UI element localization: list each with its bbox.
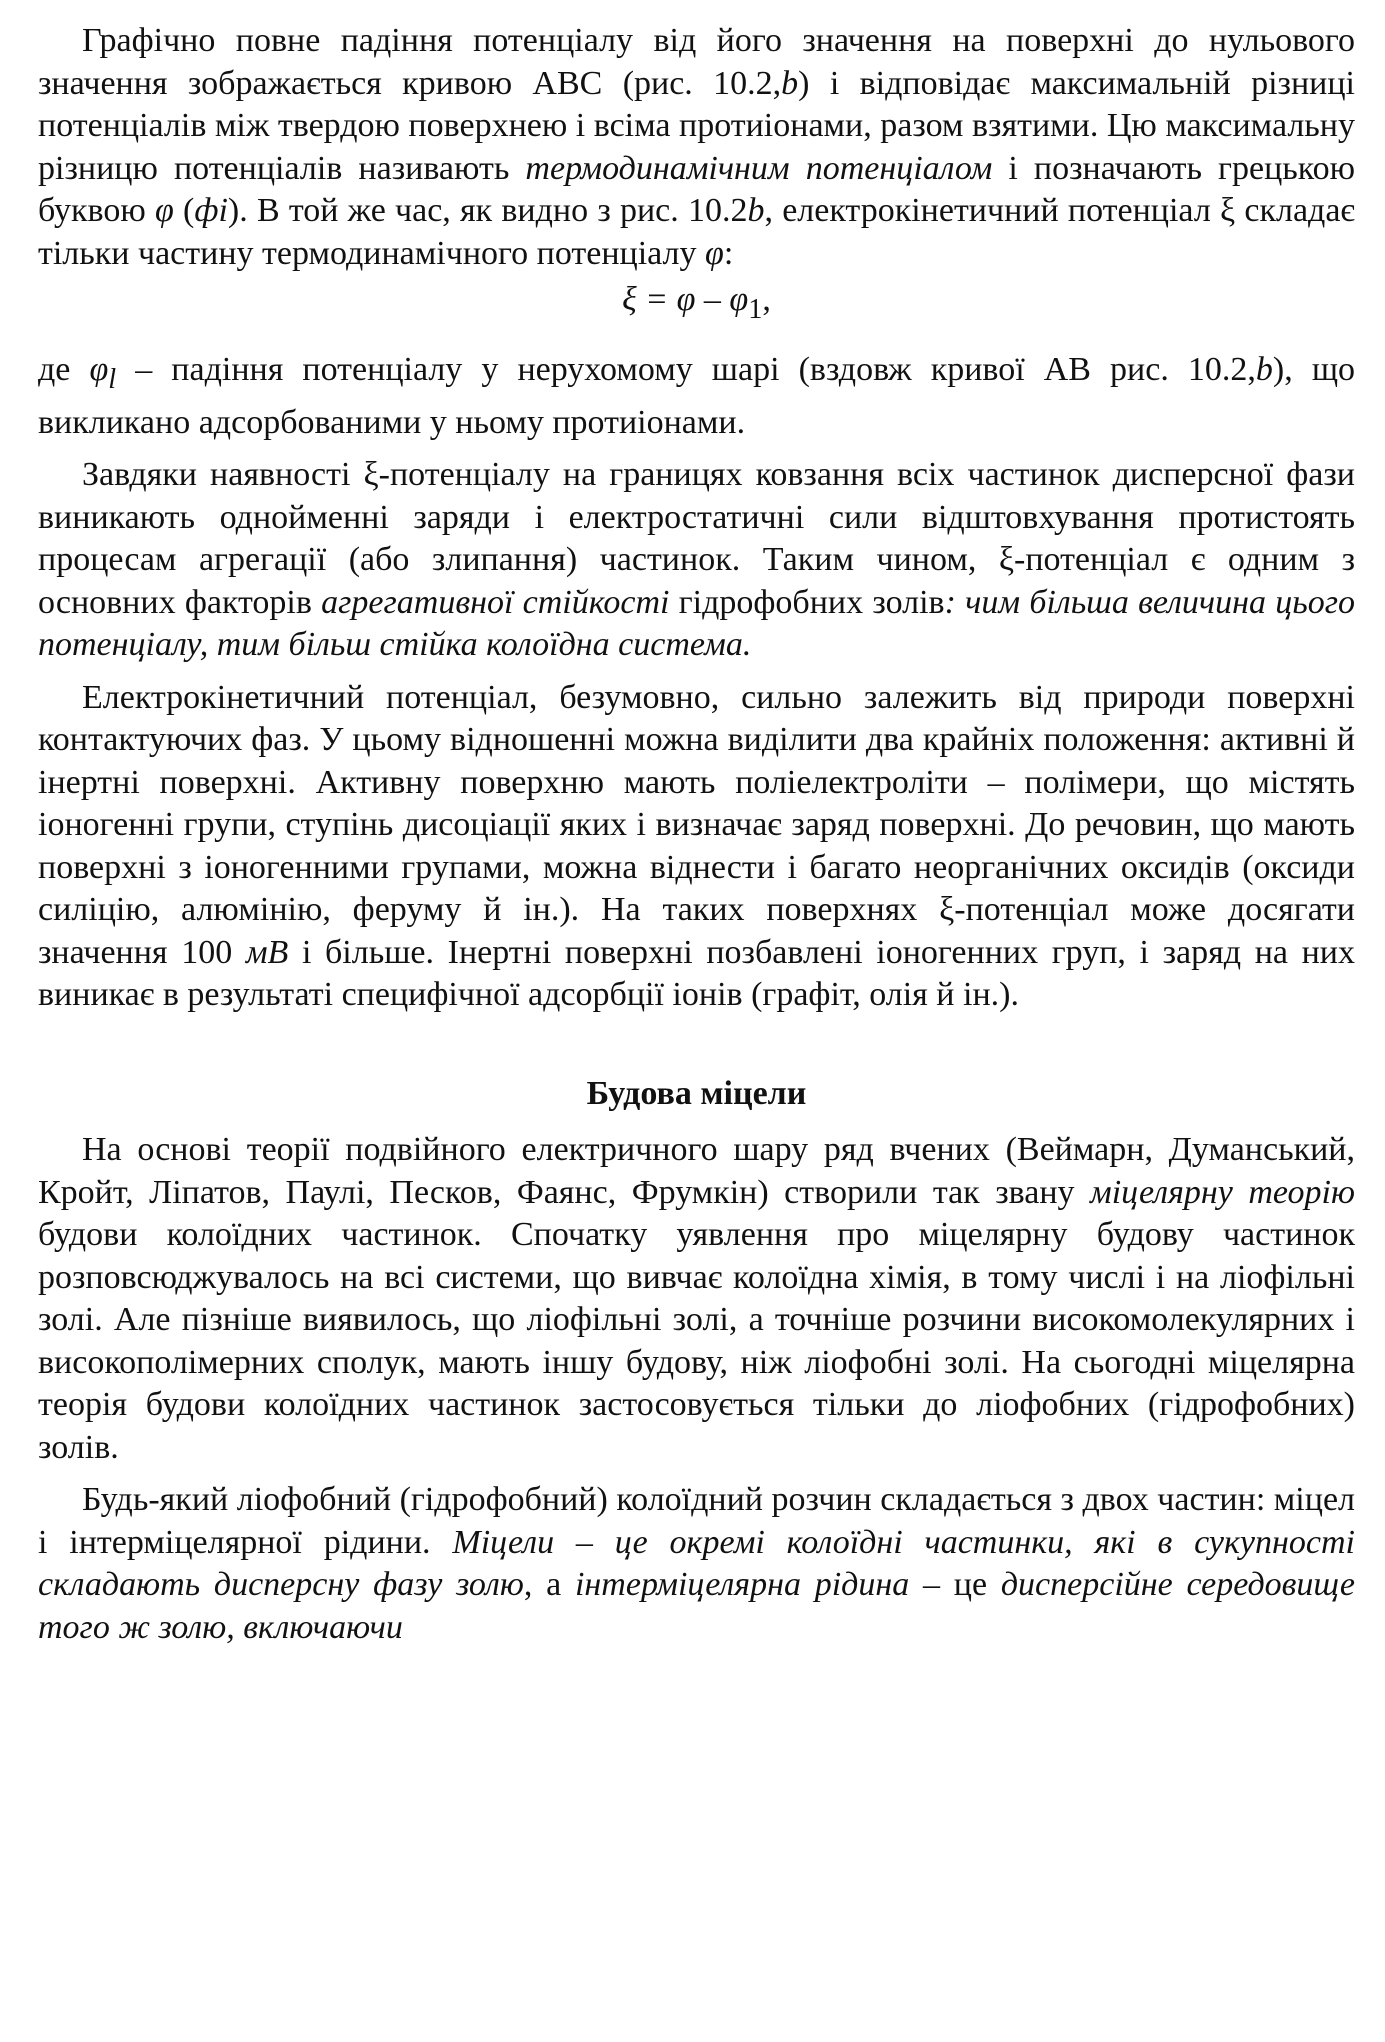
formula-text: ξ = φ – φ — [622, 281, 749, 318]
text-run: ( — [173, 192, 195, 229]
text-run: Завдяки наявності ξ-потенціалу на границях ковзання всіх частинок дисперсної фази виникають однойменні заряди і електростатичні сили відштовхування протистоять процесам агрегації (або злипання) частинок. Таким чином, ξ-потенціал є одним з основних факторів — [38, 456, 1355, 621]
text-run: і позначають грецькою буквою — [38, 149, 1355, 229]
paragraph-1 — [38, 20, 1355, 275]
text-run: Електрокінетичний потенціал, безумовно, сильно залежить від природи поверхні контактуючих фаз. У цьому відношенні можна виділити два крайніх положення: активні й інертні поверхні. Активну поверхню мають поліелектроліти – полімери, що містять іоногенні групи, ступінь дисоціації яких і визначає заряд поверхні. До речовин, що мають поверхні з іоногенними групами, можна віднести і багато неорганічних оксидів (оксиди силіцію, алюмінію, феруму й ін.). На таких поверхнях ξ-потенціал може досягати значення 100 — [38, 678, 1355, 971]
text-run: : — [723, 234, 734, 272]
italic-run: мВ — [245, 933, 289, 971]
text-run: ), що викликано адсорбованими у ньому протиіонами. — [38, 351, 1355, 441]
italic-run: b — [1255, 351, 1273, 389]
paragraph-4 — [38, 677, 1355, 1017]
italic-run: b — [747, 192, 765, 229]
text-run: , а — [523, 1566, 575, 1604]
italic-run: Міцели – це окремі колоїдні частинки, які в сукупності складають дисперсну фазу золю — [38, 1523, 1355, 1604]
italic-run: агрегативної стійкості — [321, 583, 670, 621]
formula-subscript: 1 — [748, 293, 763, 325]
section-heading: Будова міцели — [586, 1074, 807, 1112]
italic-run: інтерміцелярна рідина — [574, 1566, 910, 1604]
formula — [38, 279, 1355, 331]
text-run: і більше. Інертні поверхні позбавлені іоногенних груп, і заряд на них виникає в результаті специфічної адсорбції іонів (графіт, олія й ін.). — [38, 933, 1356, 1014]
italic-run: φ — [154, 192, 174, 229]
paragraph-6 — [38, 1479, 1355, 1649]
text-run: , електрокінетичний потенціал ξ складає тільки частину термодинамічного потенціалу — [38, 192, 1356, 272]
text-run: Будь-який ліофобний (гідрофобний) колоїдний розчин складається з двох частин: міцел і інтерміцелярної рідини. — [38, 1481, 1355, 1561]
italic-run: термодинамічним потенціалом — [525, 149, 993, 187]
italic-run: дисперсійне середовище того ж золю, включаючи — [38, 1566, 1356, 1646]
text-run: будови колоїдних частинок. Спочатку уявлення про міцелярну будову частинок розповсюджувалось на всі системи, що вивчає колоїдна хімія, в тому числі і на ліофільні золі. Але пізніше виявилось, що ліофільні золі, а точніше розчини високомолекулярних і високополімерних сполук, мають іншу будову, ніж ліофобні золі. На сьогодні міцелярна теорія будови колоїдних частинок застосовується тільки до ліофобних (гідрофобних) золів. — [38, 1216, 1355, 1466]
italic-run: φ — [705, 234, 724, 272]
text-run: де — [38, 351, 90, 389]
paragraph-5 — [38, 1129, 1355, 1469]
formula-tail: , — [762, 281, 771, 318]
text-run: – це — [909, 1566, 1001, 1604]
italic-run: міцелярну теорію — [1090, 1173, 1355, 1211]
text-run: На основі теорії подвійного електричного шару ряд вчених (Веймарн, Думанський, Кройт, Ліпатов, Паулі, Песков, Фаянс, Фрумкін) створили так звану — [38, 1131, 1355, 1211]
italic-run: : чим більша величина цього потенціалу, тим більш стійка колоїдна система. — [38, 583, 1355, 664]
subscript-run: l — [108, 364, 117, 396]
text-run: Графічно повне падіння потенціалу від його значення на поверхні до нульового значення зображається кривою АВС (рис. 10.2, — [38, 22, 1355, 102]
paragraph-2 — [38, 349, 1355, 444]
italic-run: b — [781, 64, 799, 102]
text-run: ) і відповідає максимальній різниці потенціалів між твердою поверхнею і всіма протиіонами, разом взятими. Цю максимальну різницю потенціалів називають — [38, 64, 1356, 187]
italic-run: φ — [89, 351, 109, 389]
paragraph-3 — [38, 454, 1355, 667]
text-run: ). В той же час, як видно з рис. 10.2 — [227, 192, 748, 229]
text-run: гідрофобних золів — [669, 583, 945, 621]
italic-run: фі — [194, 192, 228, 229]
text-run: – падіння потенціалу у нерухомому шарі (вздовж кривої АВ рис. 10.2, — [116, 351, 1256, 389]
